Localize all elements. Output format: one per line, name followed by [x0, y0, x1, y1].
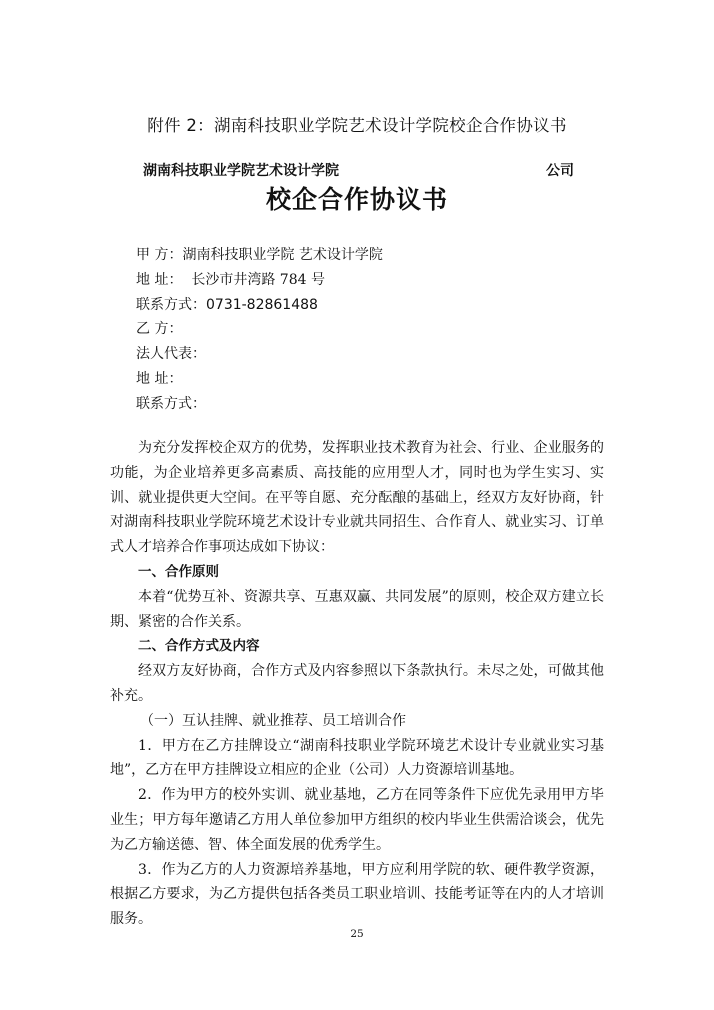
- info-label: 地 址：: [136, 370, 183, 387]
- info-label: 联系方式：: [136, 296, 206, 313]
- info-label: 乙 方：: [136, 321, 183, 338]
- section-1-text: 本着“优势互补、资源共享、互惠双赢、共同发展”的原则，校企双方建立长期、紧密的合作关系。: [110, 588, 604, 630]
- party-a-address-row: [136, 272, 383, 297]
- party-b-suffix: 公司: [546, 163, 574, 179]
- info-label: 甲 方：: [136, 247, 183, 263]
- clause-3: 3．作为乙方的人力资源培养基地，甲方应利用学院的软、硬件教学资源，根据乙方要求，为乙方提供包括各类员工职业培训、技能考证等在内的人才培训服务。: [110, 861, 604, 928]
- intro-paragraph: 为充分发挥校企双方的优势，发挥职业技术教育为社会、行业、企业服务的功能，为企业培养更多高素质、高技能的应用型人才，同时也为学生实习、实训、就业提供更大空间。在平等自愿、充分酝酿的基础上，经双方友好协商，针对湖南科技职业学院环境艺术设计专业就共同招生、合作育人、就业实习、订单式人才培养合作事项达成如下协议：: [110, 440, 604, 556]
- info-label: 地 址：: [136, 271, 183, 288]
- party-b-contact-row: [136, 396, 383, 421]
- party-b-legal-rep-row: [136, 346, 383, 371]
- clause-1: 1．甲方在乙方挂牌设立“湖南科技职业学院环境艺术设计专业就业实习基地”，乙方在甲方挂牌设立相应的企业（公司）人力资源培训基地。: [110, 737, 604, 779]
- agreement-body: [110, 436, 604, 932]
- page-number: 25: [350, 928, 364, 940]
- clause-2: 2．作为甲方的校外实训、就业基地，乙方在同等条件下应优先录用甲方毕业生；甲方每年邀请乙方用人单位参加甲方组织的校内毕业生供需洽谈会，优先为乙方输送德、智、体全面发展的优秀学生。: [110, 787, 604, 853]
- info-value: 长沙市井湾路 784 号: [191, 271, 325, 288]
- party-a-row: [136, 247, 383, 272]
- party-b-address-row: [136, 371, 383, 396]
- info-label: 法人代表：: [136, 346, 206, 363]
- info-value: 0731-82861488: [206, 296, 318, 313]
- party-b-row: [136, 321, 383, 346]
- party-info-list: [136, 247, 383, 421]
- document-title: 校企合作协议书: [265, 185, 448, 214]
- party-a-contact-row: [136, 297, 383, 322]
- section-1-heading: 一、合作原则: [138, 563, 219, 580]
- party-a-name: 湖南科技职业学院艺术设计学院: [143, 163, 339, 179]
- info-label: 联系方式：: [136, 395, 206, 412]
- section-2-heading: 二、合作方式及内容: [138, 638, 260, 655]
- parties-line: [143, 160, 574, 180]
- section-2-text: 经双方友好协商，合作方式及内容参照以下条款执行。未尽之处，可做其他补充。: [110, 663, 604, 704]
- attachment-title: 附件 2：湖南科技职业学院艺术设计学院校企合作协议书: [147, 116, 567, 135]
- info-value: 湖南科技职业学院 艺术设计学院: [182, 247, 383, 263]
- subsection-1-heading: （一）互认挂牌、就业推荐、员工培训合作: [140, 712, 406, 729]
